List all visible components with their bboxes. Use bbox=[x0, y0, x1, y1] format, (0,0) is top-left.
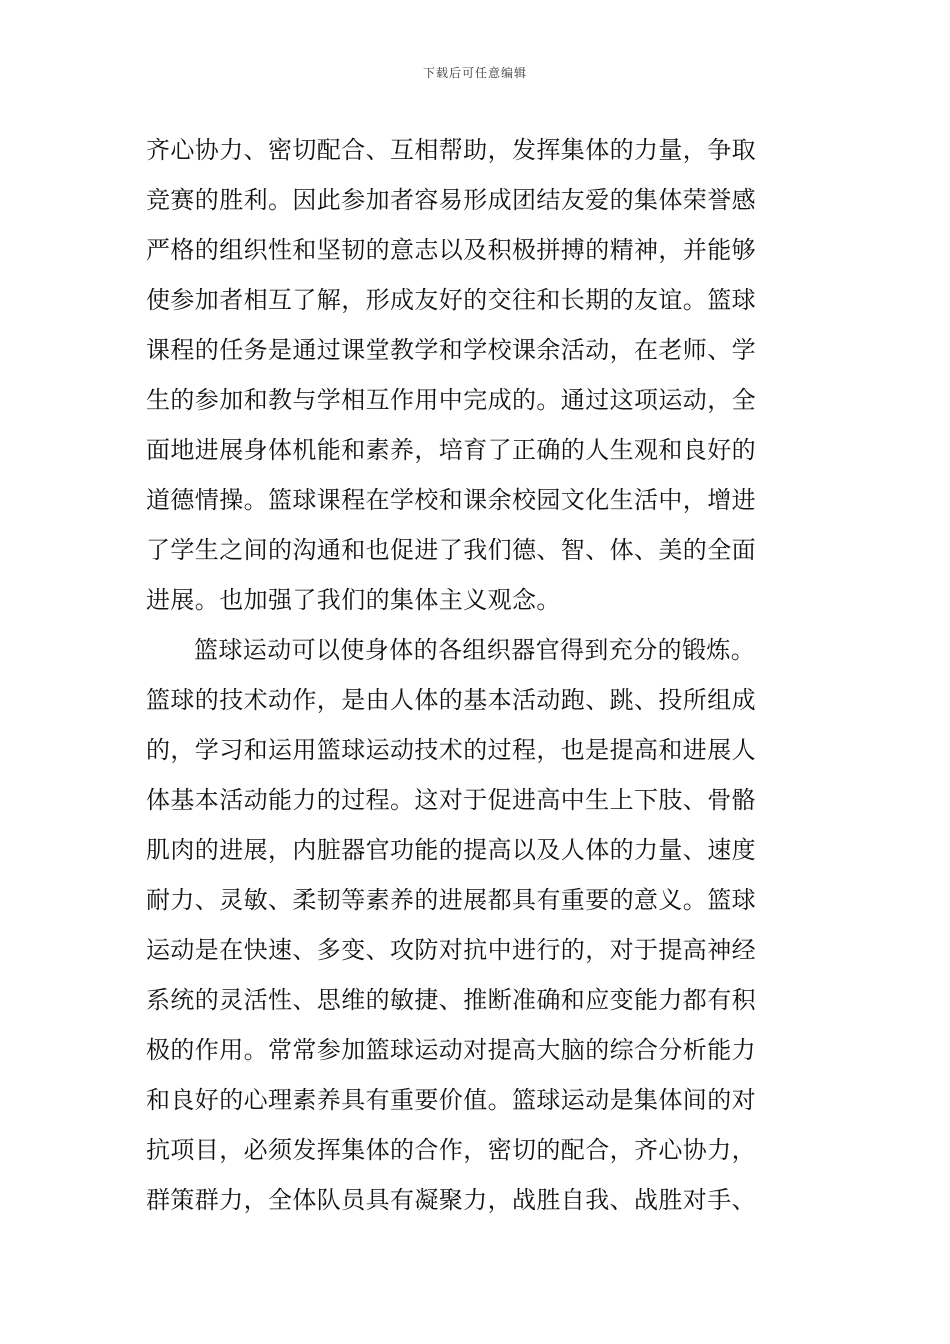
paragraph-line: 道德情操。篮球课程在学校和课余校园文化生活中，增进 bbox=[146, 486, 756, 514]
paragraph-first-line: 篮球运动可以使身体的各组织器官得到充分的锻炼。 bbox=[194, 636, 756, 664]
paragraph-line: 了学生之间的沟通和也促进了我们德、智、体、美的全面 bbox=[146, 536, 756, 564]
paragraph-line: 极的作用。常常参加篮球运动对提高大脑的综合分析能力 bbox=[146, 1036, 756, 1064]
paragraph-line: 齐心协力、密切配合、互相帮助，发挥集体的力量，争取 bbox=[146, 136, 756, 164]
paragraph-line: 耐力、灵敏、柔韧等素养的进展都具有重要的意义。篮球 bbox=[146, 886, 756, 914]
paragraph-line: 肌肉的进展，内脏器官功能的提高以及人体的力量、速度 bbox=[146, 836, 756, 864]
document-body bbox=[146, 125, 818, 1225]
paragraph-line: 进展。也加强了我们的集体主义观念。 bbox=[146, 586, 561, 614]
paragraph-line: 篮球的技术动作，是由人体的基本活动跑、跳、投所组成 bbox=[146, 686, 756, 714]
paragraph-line: 使参加者相互了解，形成友好的交往和长期的友谊。篮球 bbox=[146, 286, 756, 314]
paragraph-line: 的，学习和运用篮球运动技术的过程，也是提高和进展人 bbox=[146, 736, 756, 764]
paragraph-line: 系统的灵活性、思维的敏捷、推断准确和应变能力都有积 bbox=[146, 986, 756, 1014]
paragraph-line: 运动是在快速、多变、攻防对抗中进行的，对于提高神经 bbox=[146, 936, 756, 964]
paragraph-line: 生的参加和教与学相互作用中完成的。通过这项运动，全 bbox=[146, 386, 756, 414]
paragraph-line: 抗项目，必须发挥集体的合作，密切的配合，齐心协力， bbox=[146, 1136, 756, 1164]
paragraph-line: 和良好的心理素养具有重要价值。篮球运动是集体间的对 bbox=[146, 1086, 756, 1114]
paragraph-line: 群策群力，全体队员具有凝聚力，战胜自我、战胜对手、 bbox=[146, 1186, 756, 1214]
paragraph-line: 竞赛的胜利。因此参加者容易形成团结友爱的集体荣誉感 bbox=[146, 186, 756, 214]
paragraph-line: 体基本活动能力的过程。这对于促进高中生上下肢、骨骼 bbox=[146, 786, 756, 814]
paragraph-line: 课程的任务是通过课堂教学和学校课余活动，在老师、学 bbox=[146, 336, 756, 364]
page-header: 下载后可任意编辑 bbox=[422, 66, 527, 80]
paragraph-line: 严格的组织性和坚韧的意志以及积极拼搏的精神，并能够 bbox=[146, 236, 756, 264]
paragraph-line: 面地进展身体机能和素养，培育了正确的人生观和良好的 bbox=[146, 436, 756, 464]
